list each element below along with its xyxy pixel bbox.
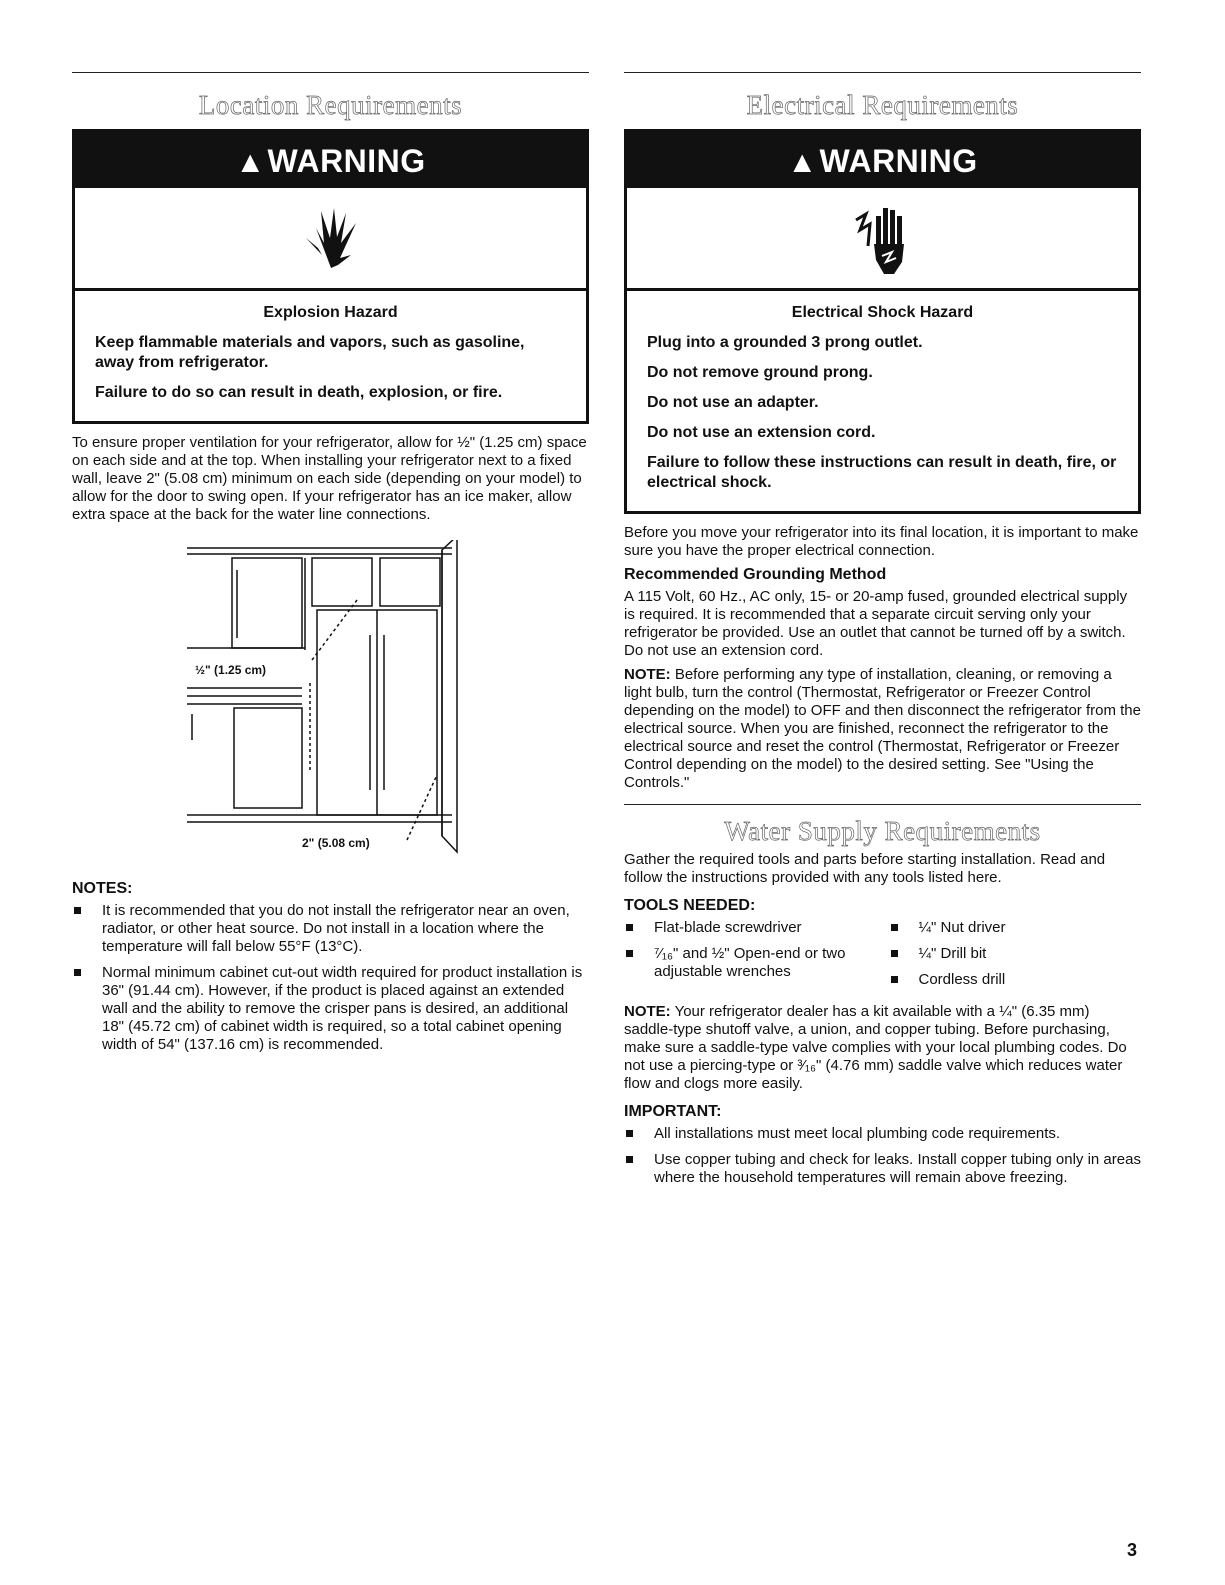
- tools-list-right: [877, 919, 1142, 997]
- page-number: 3: [1127, 1540, 1138, 1560]
- list-item: Use copper tubing and check for leaks. Install copper tubing only in areas where the household temperatures will remain above freezing.: [624, 1151, 1141, 1187]
- electrical-requirements-title: Electrical Requirements: [746, 90, 1019, 120]
- explosion-icon-band: [75, 188, 586, 291]
- warning-triangle-icon: ▲: [235, 146, 266, 179]
- notes-list: [72, 902, 589, 1054]
- explosion-warning-box: [72, 129, 589, 424]
- tools-list-left: [624, 919, 877, 997]
- water-note: [624, 1003, 1141, 1093]
- list-item: Normal minimum cabinet cut-out width required for product installation is 36" (91.44 cm). However, if the product is placed against an extended wall and the ability to remove the crisper pans is desired, an additional 18" (45.72 cm) of cabinet width is required, so a total cabinet opening width of 54" (137.16 cm) is recommended.: [72, 964, 589, 1054]
- list-item: ¼" Drill bit: [889, 945, 1142, 963]
- electric-shock-hand-icon: [848, 198, 918, 278]
- list-item: All installations must meet local plumbing code requirements.: [624, 1125, 1141, 1143]
- list-item: ¼" Nut driver: [889, 919, 1142, 937]
- tools-heading: TOOLS NEEDED:: [624, 897, 756, 914]
- note-label: NOTE:: [624, 666, 671, 683]
- hazard-title: Electrical Shock Hazard: [791, 304, 974, 321]
- section-divider: [72, 72, 589, 73]
- important-list: [624, 1125, 1141, 1187]
- section-divider: [624, 72, 1141, 73]
- list-item: It is recommended that you do not install the refrigerator near an oven, radiator, or other heat source. Do not install in a location where the temperature will fall below 55°F (13°C).: [72, 902, 589, 956]
- grounding-paragraph: A 115 Volt, 60 Hz., AC only, 15- or 20-amp fused, grounded electrical supply is required. It is recommended that a separate circuit serving only your refrigerator be provided. Use an outlet that cannot be turned off by a switch. Do not use an extension cord.: [624, 588, 1128, 659]
- clearance-diagram: [72, 540, 589, 870]
- ventilation-paragraph: To ensure proper ventilation for your refrigerator, allow for ½" (1.25 cm) space on each side and at the top. When installing your refrigerator next to a fixed wall, leave 2" (5.08 cm) minimum on each side (depending on your model) to allow for the door to swing open. If your refrigerator has an ice maker, allow extra space at the back for the water line connections.: [72, 434, 587, 523]
- left-column: [72, 72, 589, 1062]
- warning-label: WARNING: [819, 143, 978, 179]
- warning-line: Failure to do so can result in death, explosion, or fire.: [95, 384, 503, 401]
- warning-line: Do not use an extension cord.: [647, 424, 876, 441]
- side-clearance-label: ½" (1.25 cm): [195, 663, 267, 677]
- electrical-intro: Before you move your refrigerator into its final location, it is important to make sure you have the proper electrical connection.: [624, 524, 1139, 559]
- hazard-title: Explosion Hazard: [263, 304, 398, 321]
- warning-line: Do not remove ground prong.: [647, 364, 873, 381]
- water-supply-title: Water Supply Requirements: [724, 816, 1041, 846]
- note-text: Your refrigerator dealer has a kit available with a ¼" (6.35 mm) saddle-type shutoff valve, a union, and copper tubing. Before purchasing, make sure a saddle-type valve complies with your local plumbing codes. Do not use a piercing-type or ³⁄₁₆" (4.76 mm) saddle valve which reduces water flow and clogs more easily.: [624, 1003, 1127, 1092]
- note-label: NOTE:: [624, 1003, 671, 1020]
- clearance-diagram-drawing: [72, 540, 589, 870]
- section-divider: [624, 804, 1141, 805]
- list-item: Flat-blade screwdriver: [624, 919, 877, 937]
- warning-label: WARNING: [267, 143, 426, 179]
- water-intro: Gather the required tools and parts before starting installation. Read and follow the instructions provided with any tools listed here.: [624, 851, 1106, 886]
- warning-line: Do not use an adapter.: [647, 394, 819, 411]
- electrical-note: [624, 666, 1141, 792]
- note-text: Before performing any type of installation, cleaning, or removing a light bulb, turn the control (Thermostat, Refrigerator or Freezer Control depending on the model) to OFF and then disconnect the refrigerator from the electrical source. When you are finished, reconnect the refrigerator to the electrical source and reset the control (Thermostat, Refrigerator or Freezer Control depending on the model) to the desired setting. See "Using the Controls.": [624, 666, 1141, 791]
- warning-body: [627, 291, 1138, 511]
- shock-icon-band: [627, 188, 1138, 291]
- warning-body: [75, 291, 586, 421]
- warning-header: [627, 132, 1138, 188]
- location-requirements-title: Location Requirements: [198, 90, 463, 120]
- electrical-warning-box: [624, 129, 1141, 514]
- warning-line: Keep flammable materials and vapors, such as gasoline, away from refrigerator.: [95, 334, 525, 371]
- bottom-clearance-label: 2" (5.08 cm): [302, 836, 370, 850]
- list-item: ⁷⁄₁₆" and ½" Open-end or two adjustable wrenches: [624, 945, 877, 981]
- important-heading: IMPORTANT:: [624, 1103, 722, 1120]
- right-column: [624, 72, 1141, 1195]
- warning-line: Failure to follow these instructions can result in death, fire, or electrical shock.: [647, 454, 1117, 491]
- tools-list: [624, 919, 1141, 997]
- warning-triangle-icon: ▲: [787, 146, 818, 179]
- grounding-heading: Recommended Grounding Method: [624, 566, 887, 583]
- warning-line: Plug into a grounded 3 prong outlet.: [647, 334, 923, 351]
- warning-header: [75, 132, 586, 188]
- list-item: Cordless drill: [889, 971, 1142, 989]
- notes-heading: NOTES:: [72, 880, 133, 897]
- explosion-icon: [296, 203, 366, 273]
